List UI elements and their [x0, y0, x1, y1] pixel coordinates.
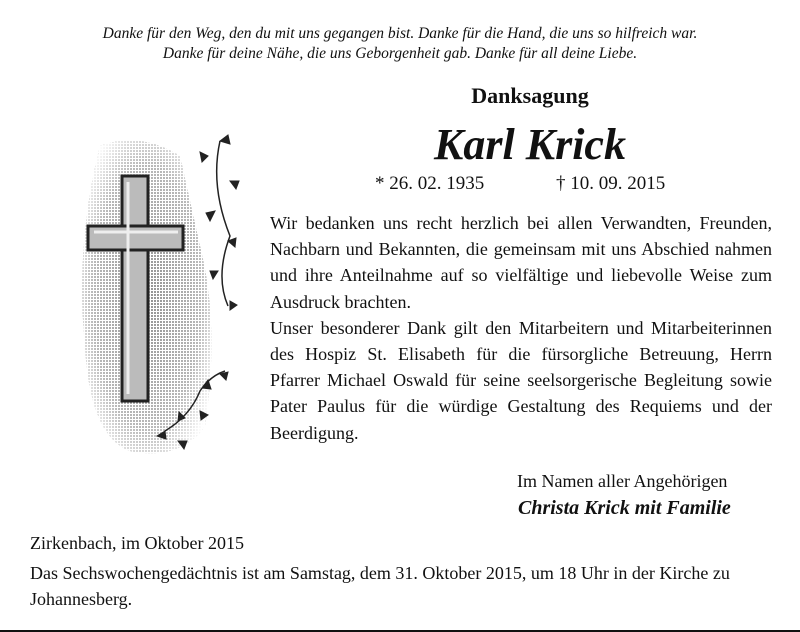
cross-with-ivy-image	[70, 126, 245, 471]
place-date: Zirkenbach, im Oktober 2015	[30, 533, 244, 553]
memorial-notice: Das Sechswochengedächtnis ist am Samstag, dem 31. Oktober 2015, um 18 Uhr in der Kirche zu Johannesberg.	[30, 563, 730, 609]
signature-name: Christa Krick mit Familie	[518, 497, 731, 519]
thanks-text	[270, 210, 772, 446]
deceased-name: Karl Krick	[434, 120, 626, 169]
quote-line: Danke für deine Nähe, die uns Geborgenheit gab. Danke für all deine Liebe.	[162, 45, 638, 62]
paragraph: Wir bedanken uns recht herzlich bei allen Verwandten, Freunden, Nachbarn und Bekannten, die gemeinsam mit uns Abschied nahmen und ihre Anteilnahme auf so vielfältige und liebevolle Weise zum Ausdruck brachten.	[270, 213, 772, 312]
heading: Danksagung	[471, 83, 589, 108]
birth-date: * 26. 02. 1935	[375, 173, 485, 194]
signature-line: Im Namen aller Angehörigen	[517, 471, 728, 491]
paragraph: Unser besonderer Dank gilt den Mitarbeitern und Mitarbeiterinnen des Hospiz St. Elisabeth für die fürsorgliche Betreuung, Herrn Pfarrer Michael Oswald für seine seelsorgerische Begleitung sowie Pater Paulus für die würdige Gestaltung des Requiems und der Beerdigung.	[270, 317, 772, 443]
quote-block	[0, 24, 800, 64]
death-date: † 10. 09. 2015	[556, 173, 666, 194]
quote-line: Danke für den Weg, den du mit uns gegangen bist. Danke für die Hand, die uns so hilfreich war.	[102, 25, 698, 42]
